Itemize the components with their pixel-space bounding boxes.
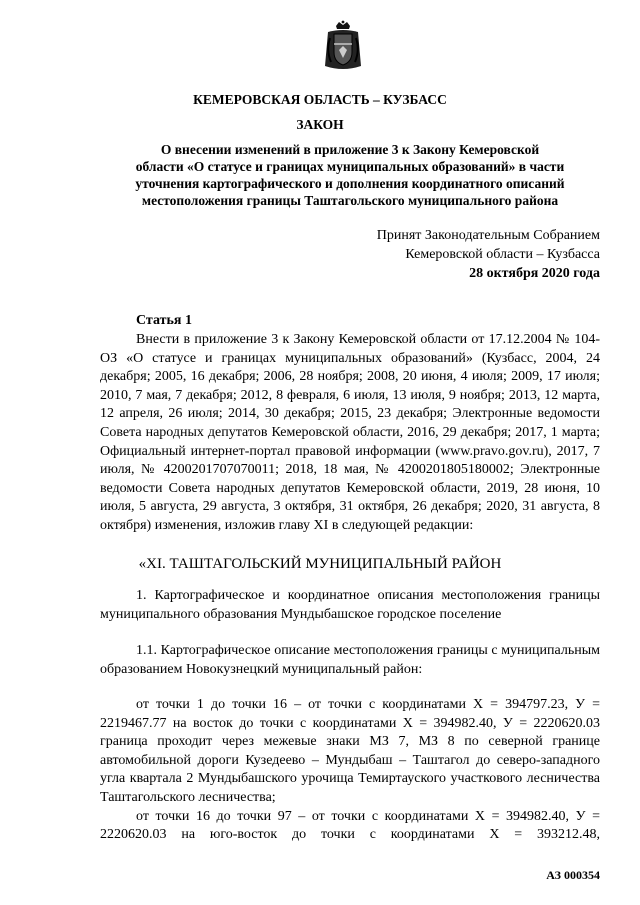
article-body (100, 331, 600, 536)
law-title-line: местоположения границы Таштагольского муниципального района (141, 193, 559, 208)
paragraph-1-1 (100, 642, 600, 679)
region-heading: КЕМЕРОВСКАЯ ОБЛАСТЬ – КУЗБАСС (193, 92, 447, 107)
law-title-line: уточнения картографического и дополнения координатного описаний (135, 176, 565, 191)
paragraph-1-1-text: 1.1. Картографическое описание местоположения границы с муниципальным образованием Новокузнецкий муниципальный район: (100, 643, 600, 677)
article-text: Внести в приложение 3 к Закону Кемеровской области от 17.12.2004 № 104-ОЗ «О статусе и границах муниципальных образований» (Кузбасс, 2004, 24 декабря; 2005, 16 декабря; 2006, 28 ноября; 2008, 20 июня, 4 июля; 2009, 17 июля; 2010, 7 мая, 7 декабря; 2012, 8 февраля, 6 июля, 13 июля, 9 ноября; 2013, 12 марта, 12 апреля, 26 июля; 2014, 30 декабря; 2015, 23 декабря; Электронные ведомости Совета народных депутатов Кемеровской области, 2016, 29 декабря; 2017, 1 марта; Официальный интернет-портал правовой информации (www.pravo.gov.ru), 2017, 7 июля, № 4200201707070011; 2018, 18 мая, № 4200201805180002; Электронные ведомости Совета народных депутатов Кемеровской области, 2019, 28 июня, 10 июля, 5 августа, 29 августа, 3 октября, 31 октября, 26 декабря; 2020, 31 августа, 8 октября) изменения, изложив главу XI в следующей редакции: (100, 332, 600, 533)
adoption-line: Принят Законодательным Собранием (376, 228, 600, 243)
adoption-block (377, 226, 600, 283)
boundary-description (100, 696, 600, 845)
coat-of-arms-emblem (322, 20, 364, 72)
adoption-line: Кемеровской области – Кузбасса (405, 247, 600, 262)
chapter-heading: «XI. ТАШТАГОЛЬСКИЙ МУНИЦИПАЛЬНЫЙ РАЙОН (138, 556, 502, 572)
law-title-line: О внесении изменений в приложение 3 к Закону Кемеровской (160, 142, 540, 157)
law-title-line: области «О статусе и границах муниципальных образований» в части (135, 159, 565, 174)
document-type-heading: ЗАКОН (296, 117, 344, 132)
law-title (100, 141, 600, 209)
form-serial-stamp: АЗ 000354 (546, 868, 600, 882)
paragraph-1-text: 1. Картографическое и координатное описания местоположения границы муниципального образования Мундыбашское городское поселение (100, 588, 600, 622)
adoption-date: 28 октября 2020 года (469, 266, 600, 281)
paragraph-1 (100, 587, 600, 624)
boundary-segment-16-97: от точки 16 до точки 97 – от точки с координатами X = 394982.40, У = 2220620.03 на юго-восток до точки с координатами X = 393212.48, (100, 808, 600, 843)
boundary-segment-1-16: от точки 1 до точки 16 – от точки с координатами X = 394797.23, У = 2219467.77 на восток до точки с координатами X = 394982.40, У = 2220620.03 граница проходит через межевые знаки МЗ 7, МЗ 8 по северной границе автомобильной дороги Кузедеево – Мундыбаш – Таштагол до северо-западного угла квартала 2 Мундыбашского урочища Темиртауского участкового лесничества Таштагольского лесничества; (100, 697, 600, 805)
article-heading: Статья 1 (136, 313, 192, 328)
